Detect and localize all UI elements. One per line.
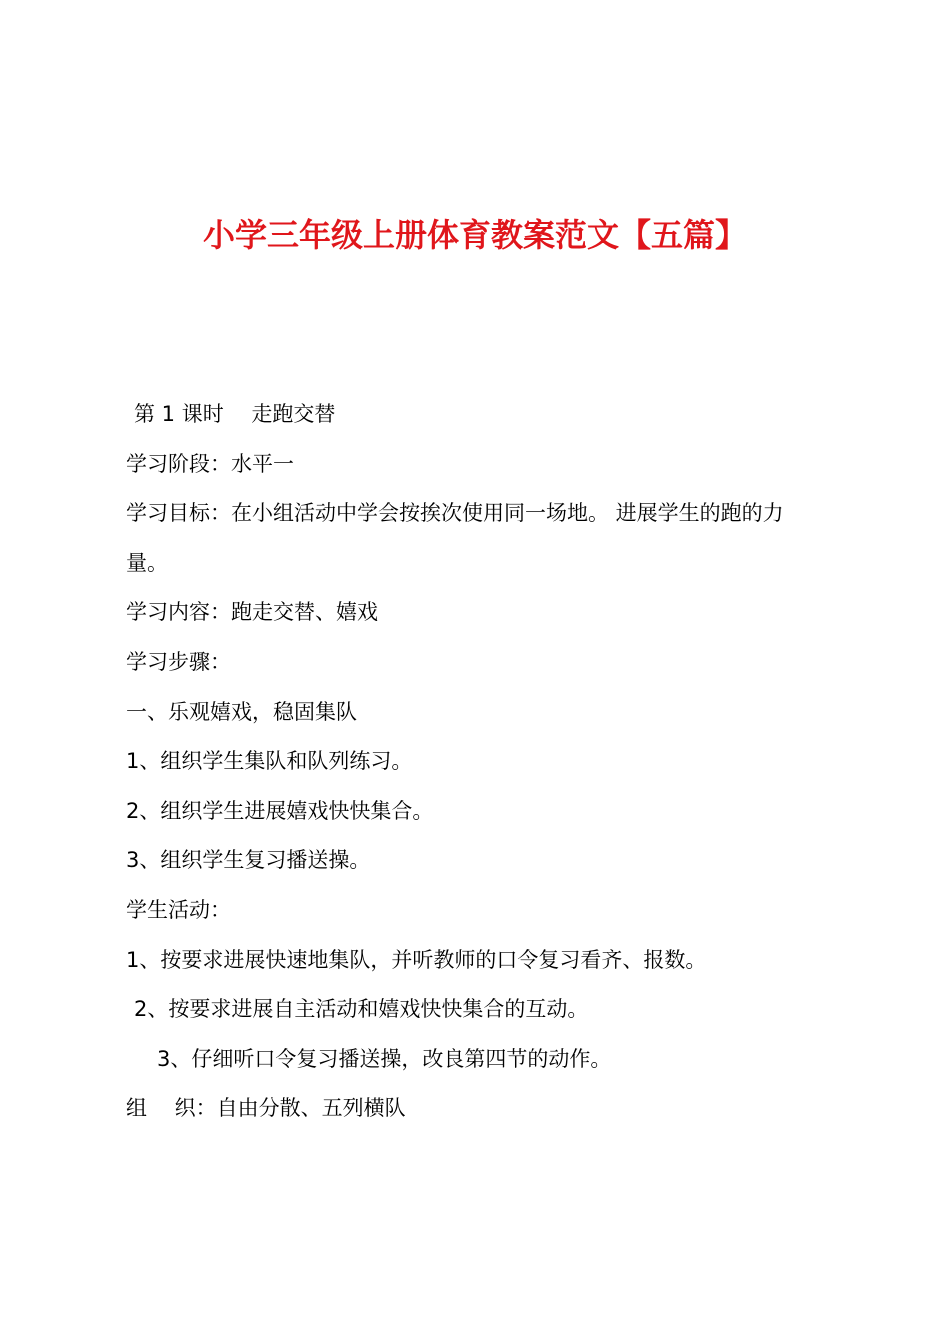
- step-item-1: 1、组织学生集队和队列练习。: [126, 749, 413, 773]
- study-goal: 学习目标：在小组活动中学会按挨次使用同一场地。 进展学生的跑的力: [126, 501, 784, 525]
- study-content: 学习内容：跑走交替、嬉戏: [126, 600, 378, 624]
- activity-item-2: 2、按要求进展自主活动和嬉戏快快集合的互动。: [134, 997, 589, 1021]
- student-activity-heading: 学生活动：: [126, 898, 231, 922]
- lesson-heading: 第 1 课时 走跑交替: [134, 402, 336, 426]
- study-goal-continued: 量。: [126, 551, 168, 575]
- activity-item-3: 3、仔细听口令复习播送操，改良第四节的动作。: [157, 1047, 612, 1071]
- step-item-3: 3、组织学生复习播送操。: [126, 848, 371, 872]
- activity-item-1: 1、按要求进展快速地集队，并听教师的口令复习看齐、报数。: [126, 948, 707, 972]
- document-title: 小学三年级上册体育教案范文【五篇】: [202, 216, 747, 254]
- step-one-heading: 一、乐观嬉戏，稳固集队: [126, 700, 357, 724]
- organization-line: 组 织：自由分散、五列横队: [126, 1096, 406, 1120]
- study-steps-heading: 学习步骤：: [126, 650, 231, 674]
- study-stage: 学习阶段：水平一: [126, 452, 294, 476]
- step-item-2: 2、组织学生进展嬉戏快快集合。: [126, 799, 434, 823]
